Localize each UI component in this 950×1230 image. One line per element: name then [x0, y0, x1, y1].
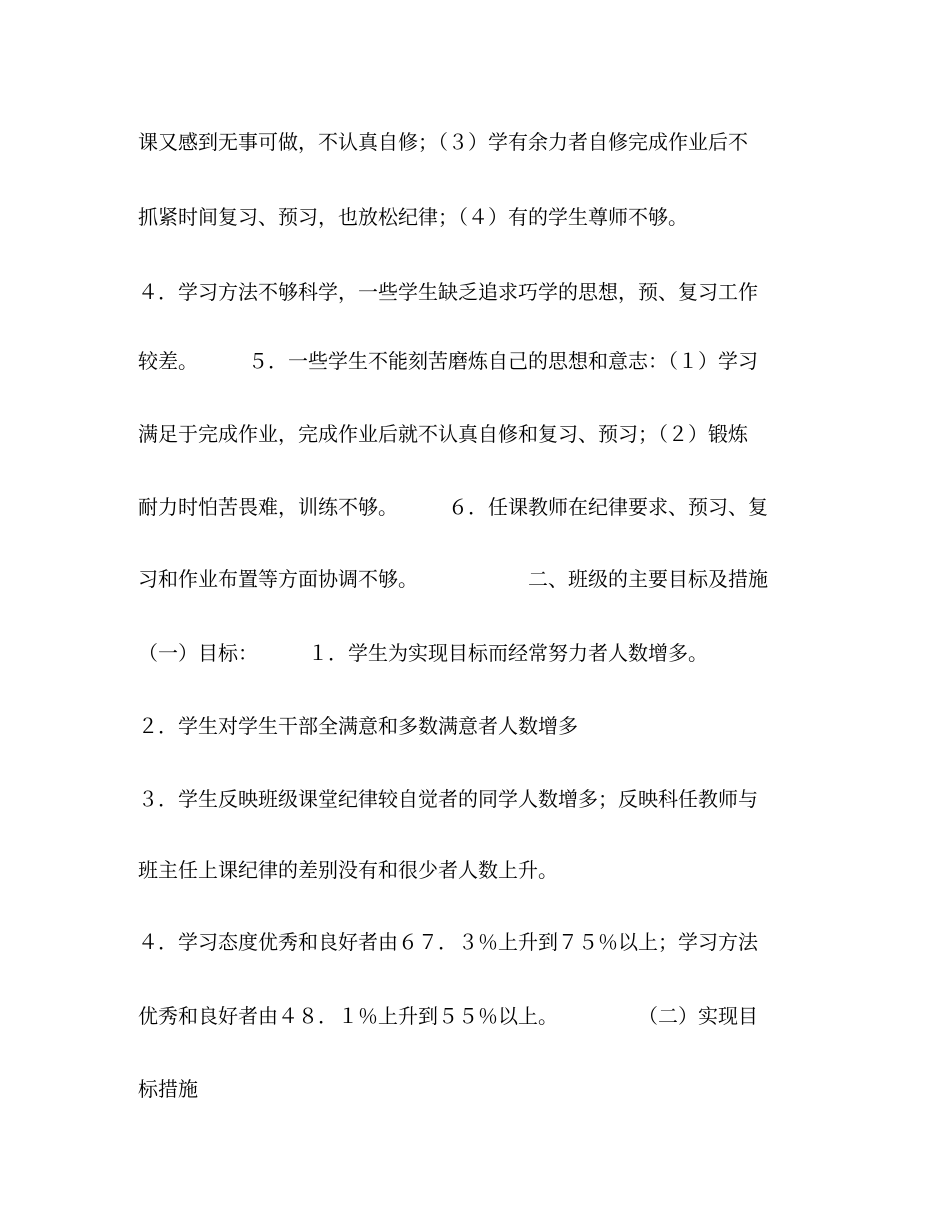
text-line-13: 优秀和良好者由４８．１％上升到５５％以上。 （二）实现目: [138, 1004, 758, 1028]
text-line-12: ４．学习态度优秀和良好者由６７．３％上升到７５％以上；学习方法: [138, 930, 758, 954]
text-line-8: （一）目标： １．学生为实现目标而经常努力者人数增多。: [138, 641, 708, 665]
text-line-10: ３．学生反映班级课堂纪律较自觉者的同学人数增多；反映科任教师与: [138, 787, 758, 811]
text-line-1: 课又感到无事可做，不认真自修；（３）学有余力者自修完成作业后不: [138, 130, 748, 154]
text-line-6: 耐力时怕苦畏难，训练不够。 ６．任课教师在纪律要求、预习、复: [138, 495, 768, 519]
text-line-14: 标措施: [138, 1077, 198, 1101]
text-line-4: 较差。 ５．一些学生不能刻苦磨炼自己的思想和意志：（１）学习: [138, 349, 758, 373]
text-line-2: 抓紧时间复习、预习，也放松纪律；（４）有的学生尊师不够。: [138, 205, 688, 229]
text-line-3: ４．学习方法不够科学，一些学生缺乏追求巧学的思想，预、复习工作: [138, 280, 758, 304]
text-line-11: 班主任上课纪律的差别没有和很少者人数上升。: [138, 858, 558, 882]
text-line-9: ２．学生对学生干部全满意和多数满意者人数增多: [138, 714, 578, 738]
text-line-7: 习和作业布置等方面协调不够。 二、班级的主要目标及措施: [138, 567, 768, 591]
text-line-5: 满足于完成作业，完成作业后就不认真自修和复习、预习；（２）锻炼: [138, 422, 748, 446]
